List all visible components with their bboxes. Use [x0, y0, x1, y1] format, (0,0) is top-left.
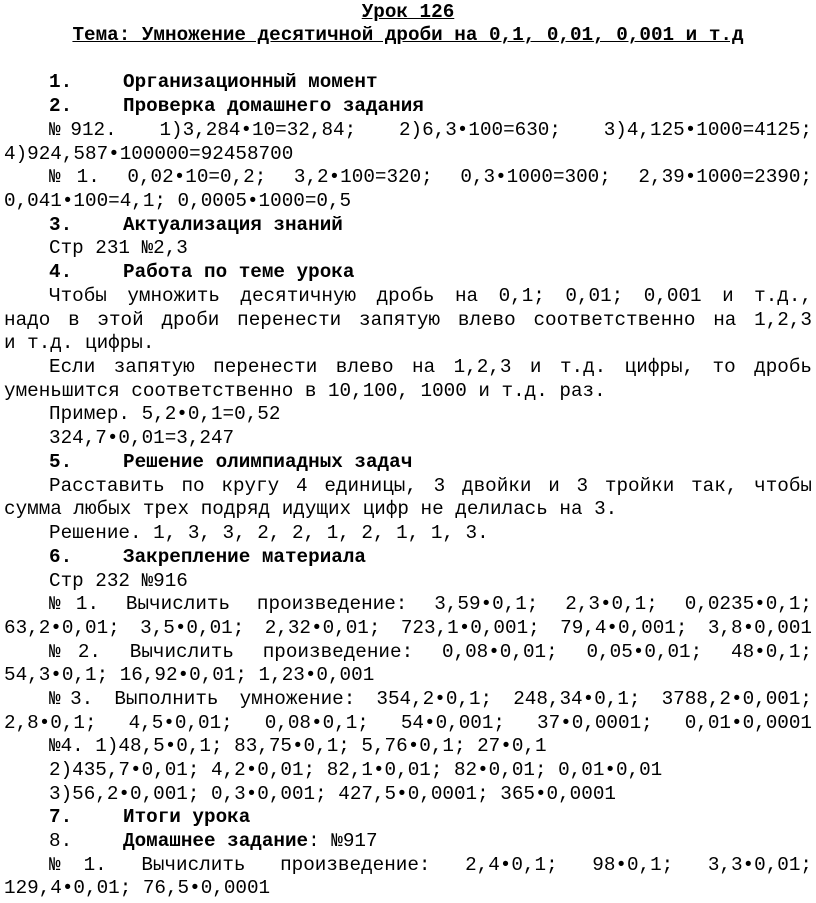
practice-line: 2)435,7•0,01; 4,2•0,01; 82,1•0,01; 82•0,01; 0,01•0,01	[49, 759, 663, 781]
section-title: Закрепление материала	[123, 546, 366, 568]
olympiad-solution: Решение. 1, 3, 3, 2, 2, 1, 2, 1, 1, 3.	[49, 522, 489, 544]
lesson-title: Урок 126	[361, 1, 455, 23]
section-title: Актуализация знаний	[123, 214, 343, 236]
section-heading-5	[49, 451, 812, 475]
practice-line: №1. Вычислить произведение: 3,59•0,1; 2,3•0,1; 0,0235•0,1;	[49, 593, 812, 615]
homework-check-line: 0,041•100=4,1; 0,0005•1000=0,5	[4, 190, 352, 212]
section-number: 7.	[49, 806, 73, 828]
section-number: 8.	[49, 830, 73, 852]
practice-line: Стр 232 №916	[49, 570, 188, 592]
practice-line: №4. 1)48,5•0,1; 83,75•0,1; 5,76•0,1; 27•0,1	[49, 735, 547, 757]
section-number: 4.	[49, 261, 73, 283]
section-number: 1.	[49, 71, 73, 93]
practice-line: 3)56,2•0,001; 0,3•0,001; 427,5•0,0001; 365•0,0001	[49, 783, 616, 805]
section-title: Итоги урока	[123, 806, 251, 828]
section-number: 2.	[49, 95, 73, 117]
theory-line: надо в этой дроби перенести запятую влево соответственно на 1,2,3	[4, 309, 812, 331]
section-title: Решение олимпиадных задач	[123, 451, 413, 473]
section-heading-4	[49, 261, 812, 285]
theory-line: Если запятую перенести влево на 1,2,3 и т.д. цифры, то дробь	[49, 356, 812, 378]
theory-line: уменьшится соответственно в 10,100, 1000 и т.д. раз.	[4, 380, 606, 402]
olympiad-line: сумма любых трех подряд идущих цифр не делилась на 3.	[4, 498, 618, 520]
section-title: Организационный момент	[123, 71, 378, 93]
practice-line: 2,8•0,1; 4,5•0,01; 0,08•0,1; 54•0,001; 37•0,0001; 0,01•0,0001	[4, 712, 812, 734]
section-heading-2	[49, 95, 812, 119]
section-heading-6	[49, 546, 812, 570]
theory-line: и т.д. цифры.	[4, 332, 155, 354]
section-heading-7	[49, 806, 812, 830]
homework-check-line: №1. 0,02•10=0,2; 3,2•100=320; 0,3•1000=300; 2,39•1000=2390;	[49, 166, 812, 188]
homework-number: : №917	[308, 830, 378, 852]
olympiad-line: Расставить по кругу 4 единицы, 3 двойки и 3 тройки так, чтобы	[49, 475, 812, 497]
lesson-topic: Тема: Умножение десятичной дроби на 0,1, 0,01, 0,001 и т.д	[72, 24, 744, 46]
section-heading-8	[49, 830, 812, 854]
homework-check-line: №912. 1)3,284•10=32,84; 2)6,3•100=630; 3)4,125•1000=4125;	[49, 119, 812, 141]
theory-line: Чтобы умножить десятичную дробь на 0,1; 0,01; 0,001 и т.д.,	[49, 285, 812, 307]
section-number: 5.	[49, 451, 73, 473]
theory-example: 324,7•0,01=3,247	[49, 427, 235, 449]
homework-line: №1. Вычислить произведение: 2,4•0,1; 98•0,1; 3,3•0,01;	[49, 854, 812, 876]
section-title: Проверка домашнего задания	[123, 95, 424, 117]
homework-check-line: 4)924,587•100000=92458700	[4, 143, 294, 165]
section-number: 3.	[49, 214, 73, 236]
practice-line: 54,3•0,1; 16,92•0,01; 1,23•0,001	[4, 664, 375, 686]
theory-example: Пример. 5,2•0,1=0,52	[49, 403, 281, 425]
practice-line: 63,2•0,01; 3,5•0,01; 2,32•0,01; 723,1•0,001; 79,4•0,001; 3,8•0,001	[4, 617, 812, 639]
section-heading-1	[49, 71, 812, 95]
actualization-text: Стр 231 №2,3	[49, 237, 188, 259]
homework-line: 129,4•0,01; 76,5•0,0001	[4, 877, 271, 899]
section-title: Домашнее задание	[123, 830, 309, 852]
section-number: 6.	[49, 546, 73, 568]
section-title: Работа по теме урока	[123, 261, 355, 283]
section-heading-3	[49, 214, 812, 238]
practice-line: №3. Выполнить умножение: 354,2•0,1; 248,34•0,1; 3788,2•0,001;	[49, 688, 812, 710]
practice-line: №2. Вычислить произведение: 0,08•0,01; 0,05•0,01; 48•0,1;	[49, 641, 812, 663]
